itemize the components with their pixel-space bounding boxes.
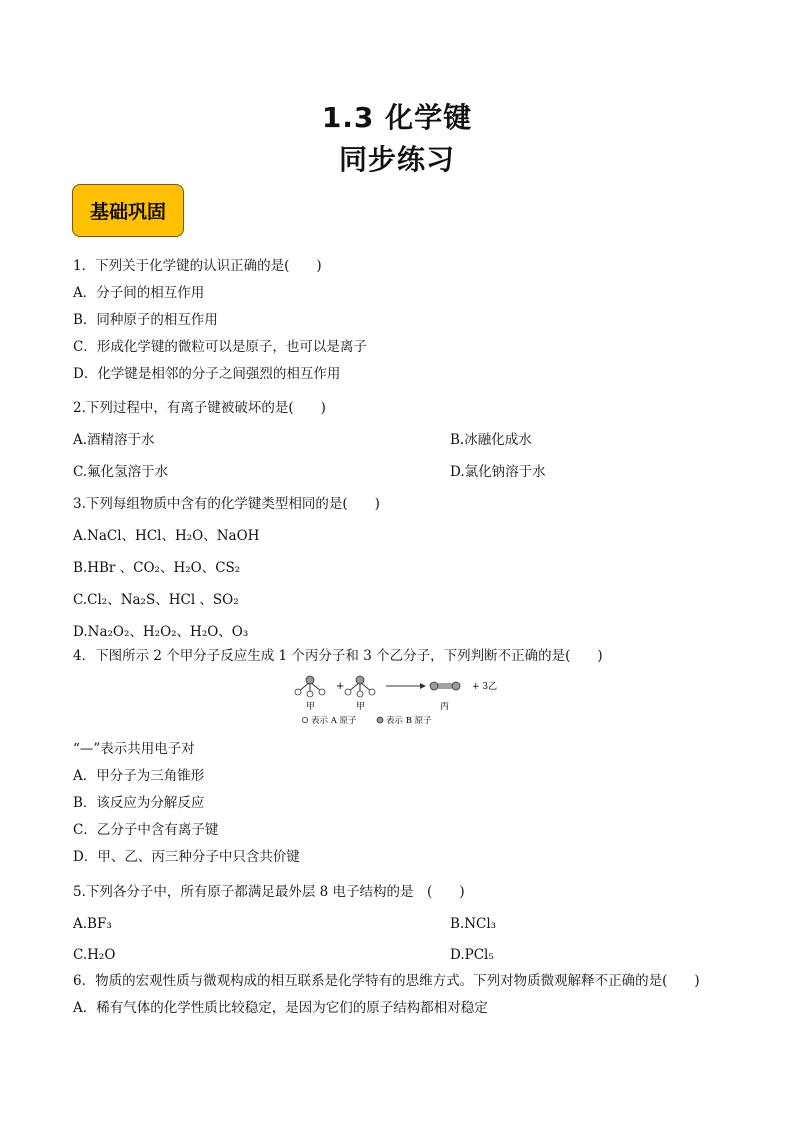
q1-option-b: B．同种原子的相互作用 bbox=[73, 312, 218, 328]
q4-option-d: D．甲、乙、丙三种分子中只含共价键 bbox=[73, 849, 300, 865]
q5-stem: 5.下列各分子中，所有原子都满足最外层 8 电子结构的是 ( ) bbox=[73, 884, 465, 900]
q1-option-d: D．化学键是相邻的分子之间强烈的相互作用 bbox=[73, 366, 341, 382]
label-jia-2: 甲 bbox=[356, 702, 366, 712]
q5-option-b: B.NCl₃ bbox=[450, 916, 497, 932]
label-jia-1: 甲 bbox=[306, 702, 316, 712]
molecule-jia-1 bbox=[295, 676, 325, 697]
product-extra: + 3乙 bbox=[472, 682, 498, 692]
legend-atom-b: 表示 B 原子 bbox=[386, 716, 432, 726]
q2-stem: 2.下列过程中，有离子键被破坏的是( ) bbox=[73, 400, 326, 416]
q4-option-b: B．该反应为分解反应 bbox=[73, 795, 205, 811]
q3-stem: 3.下列每组物质中含有的化学键类型相同的是( ) bbox=[73, 496, 380, 512]
q5-option-d: D.PCl₅ bbox=[450, 947, 494, 963]
q4-stem: 4．下图所示 2 个甲分子反应生成 1 个丙分子和 3 个乙分子，下列判断不正确的是( ) bbox=[73, 648, 603, 664]
q4-option-a: A．甲分子为三角锥形 bbox=[73, 768, 205, 784]
legend-atom-a: 表示 A 原子 bbox=[311, 716, 357, 726]
reaction-arrow bbox=[386, 683, 426, 689]
q3-option-c: C.Cl₂、Na₂S、HCl 、SO₂ bbox=[73, 592, 239, 608]
q5-option-c: C.H₂O bbox=[73, 947, 116, 963]
q4-note: “—”表示共用电子对 bbox=[73, 741, 195, 757]
q2-option-d: D.氯化钠溶于水 bbox=[450, 464, 546, 480]
q1-option-a: A．分子间的相互作用 bbox=[73, 285, 205, 301]
q5-option-a: A.BF₃ bbox=[73, 916, 112, 932]
section-badge: 基础巩固 bbox=[72, 184, 184, 237]
q6-stem: 6．物质的宏观性质与微观构成的相互联系是化学特有的思维方式。下列对物质微观解释不正确的是( ) bbox=[73, 973, 700, 989]
q3-option-d: D.Na₂O₂、H₂O₂、H₂O、O₃ bbox=[73, 624, 249, 640]
q4-option-c: C．乙分子中含有离子键 bbox=[73, 822, 219, 838]
page-title: 1.3 化学键 bbox=[321, 101, 473, 134]
q2-option-b: B.冰融化成水 bbox=[450, 432, 532, 448]
q1-stem: 1．下列关于化学键的认识正确的是( ) bbox=[73, 258, 322, 274]
q3-option-a: A.NaCl、HCl、H₂O、NaOH bbox=[73, 528, 260, 544]
legend-atom-a-icon bbox=[302, 717, 307, 722]
molecule-bing bbox=[430, 682, 460, 690]
legend-atom-b-icon bbox=[377, 717, 383, 723]
plus-sign: + bbox=[336, 681, 345, 692]
q2-option-c: C.氟化氢溶于水 bbox=[73, 464, 169, 480]
q6-option-a: A．稀有气体的化学性质比较稳定，是因为它们的原子结构都相对稳定 bbox=[73, 1000, 488, 1016]
q3-option-b: B.HBr 、CO₂、H₂O、CS₂ bbox=[73, 560, 241, 576]
reaction-diagram bbox=[290, 672, 520, 730]
label-bing: 丙 bbox=[440, 702, 450, 712]
page-subtitle: 同步练习 bbox=[338, 143, 455, 176]
molecule-jia-2 bbox=[345, 676, 375, 697]
q1-option-c: C．形成化学键的微粒可以是原子，也可以是离子 bbox=[73, 339, 367, 355]
q2-option-a: A.酒精溶于水 bbox=[73, 432, 155, 448]
